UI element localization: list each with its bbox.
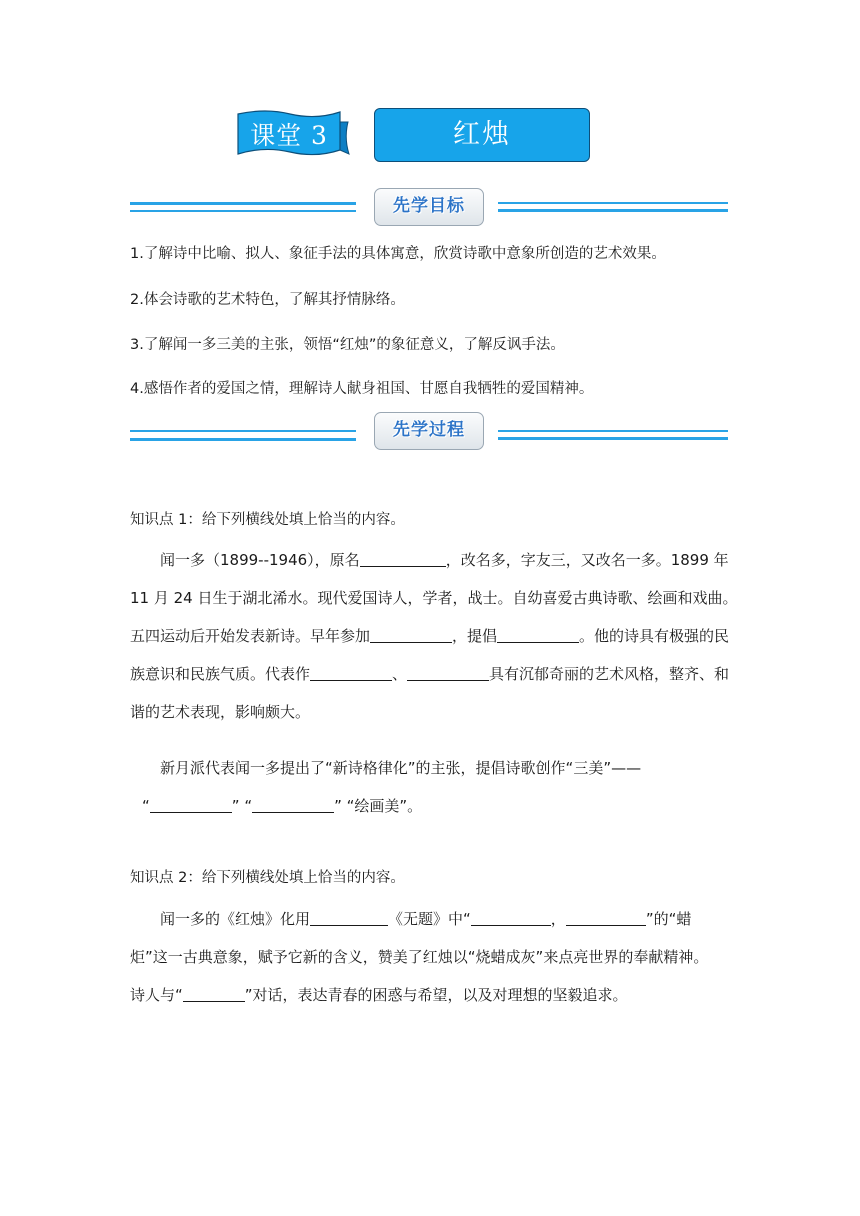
fill-blank-work-2[interactable] — [407, 664, 489, 681]
fill-blank-group[interactable] — [370, 626, 452, 643]
text-line: 谐的艺术表现，影响颇大。 — [130, 703, 311, 721]
paragraph-gap — [130, 731, 730, 749]
text-run: ，改名多，字友三，又改名一多。1899 年 — [445, 551, 729, 569]
process-divider — [130, 412, 728, 456]
text-line: 新月派代表闻一多提出了“新诗格律化”的主张，提倡诗歌创作“三美”—— — [160, 759, 642, 777]
objective-4: 4.感悟作者的爱国之情，理解诗人献身祖国、甘愿自我牺牲的爱国精神。 — [130, 381, 594, 397]
divider-rule — [130, 202, 356, 205]
objective-1: 1.了解诗中比喻、拟人、象征手法的具体寓意，欣赏诗歌中意象所创造的艺术效果。 — [130, 246, 666, 262]
lesson-flag — [236, 108, 350, 164]
fill-blank-verse-2[interactable] — [566, 909, 646, 926]
text-line — [130, 541, 730, 579]
text-run: 闻一多（1899--1946），原名 — [160, 551, 360, 569]
divider-rule — [498, 202, 728, 204]
text-line: 炬”这一古典意象，赋予它新的含义，赞美了红烛以“烧蜡成灰”来点亮世界的奉献精神。 — [130, 948, 709, 966]
knowledge-2-paragraph — [130, 900, 730, 1014]
text-run: 五四运动后开始发表新诗。早年参加 — [130, 627, 371, 645]
objective-2: 2.体会诗歌的艺术特色，了解其抒情脉络。 — [130, 292, 405, 308]
divider-rule — [498, 430, 728, 432]
divider-rule — [130, 210, 356, 212]
text-run: 《无题》中“ — [388, 910, 471, 928]
knowledge-2-title: 知识点 2：给下列横线处填上恰当的内容。 — [130, 870, 405, 886]
text-run: 族意识和民族气质。代表作 — [130, 665, 311, 683]
knowledge-1-paragraph — [130, 541, 738, 825]
fill-blank-original-name[interactable] — [360, 550, 446, 567]
lesson-label: 课堂 3 — [250, 121, 328, 150]
divider-rule — [498, 437, 728, 440]
text-run: 具有沉郁奇丽的艺术风格，整齐、和 — [489, 665, 730, 683]
objective-3: 3.了解闻一多三美的主张，领悟“红烛”的象征意义，了解反讽手法。 — [130, 337, 565, 353]
text-line — [130, 787, 730, 825]
divider-rule — [498, 209, 728, 212]
fill-blank-advocacy[interactable] — [497, 626, 579, 643]
text-line — [130, 655, 730, 693]
process-tag: 先学过程 — [374, 412, 484, 450]
text-run: 闻一多的《红烛》化用 — [160, 910, 311, 928]
fill-blank-beauty-2[interactable] — [252, 796, 334, 813]
divider-rule — [130, 438, 356, 441]
text-run: “ — [142, 797, 150, 815]
knowledge-1-title: 知识点 1：给下列横线处填上恰当的内容。 — [130, 512, 405, 528]
goals-tag: 先学目标 — [374, 188, 484, 226]
text-run: ，提倡 — [452, 627, 498, 645]
text-line — [130, 617, 730, 655]
fill-blank-verse-1[interactable] — [471, 909, 551, 926]
text-run: 诗人与“ — [130, 986, 183, 1004]
text-run: ” “ — [231, 797, 253, 815]
fill-blank-dialogue[interactable] — [183, 985, 245, 1002]
page-title: 红烛 — [374, 108, 590, 162]
text-line — [130, 900, 730, 938]
text-run: ， — [550, 910, 566, 928]
text-run: ” “绘画美”。 — [334, 797, 423, 815]
text-run: 、 — [392, 665, 408, 683]
text-run: ”对话，表达青春的困惑与希望，以及对理想的坚毅追求。 — [244, 986, 628, 1004]
text-run: 。他的诗具有极强的民 — [579, 627, 730, 645]
text-run: ”的“蜡 — [645, 910, 692, 928]
fill-blank-beauty-1[interactable] — [150, 796, 232, 813]
text-line — [130, 976, 730, 1014]
fill-blank-poet[interactable] — [310, 909, 388, 926]
goals-divider — [130, 188, 728, 232]
divider-rule — [130, 430, 356, 432]
fill-blank-work-1[interactable] — [310, 664, 392, 681]
text-line: 11 月 24 日生于湖北浠水。现代爱国诗人，学者，战士。自幼喜爱古典诗歌、绘画和戏曲。 — [130, 589, 738, 607]
